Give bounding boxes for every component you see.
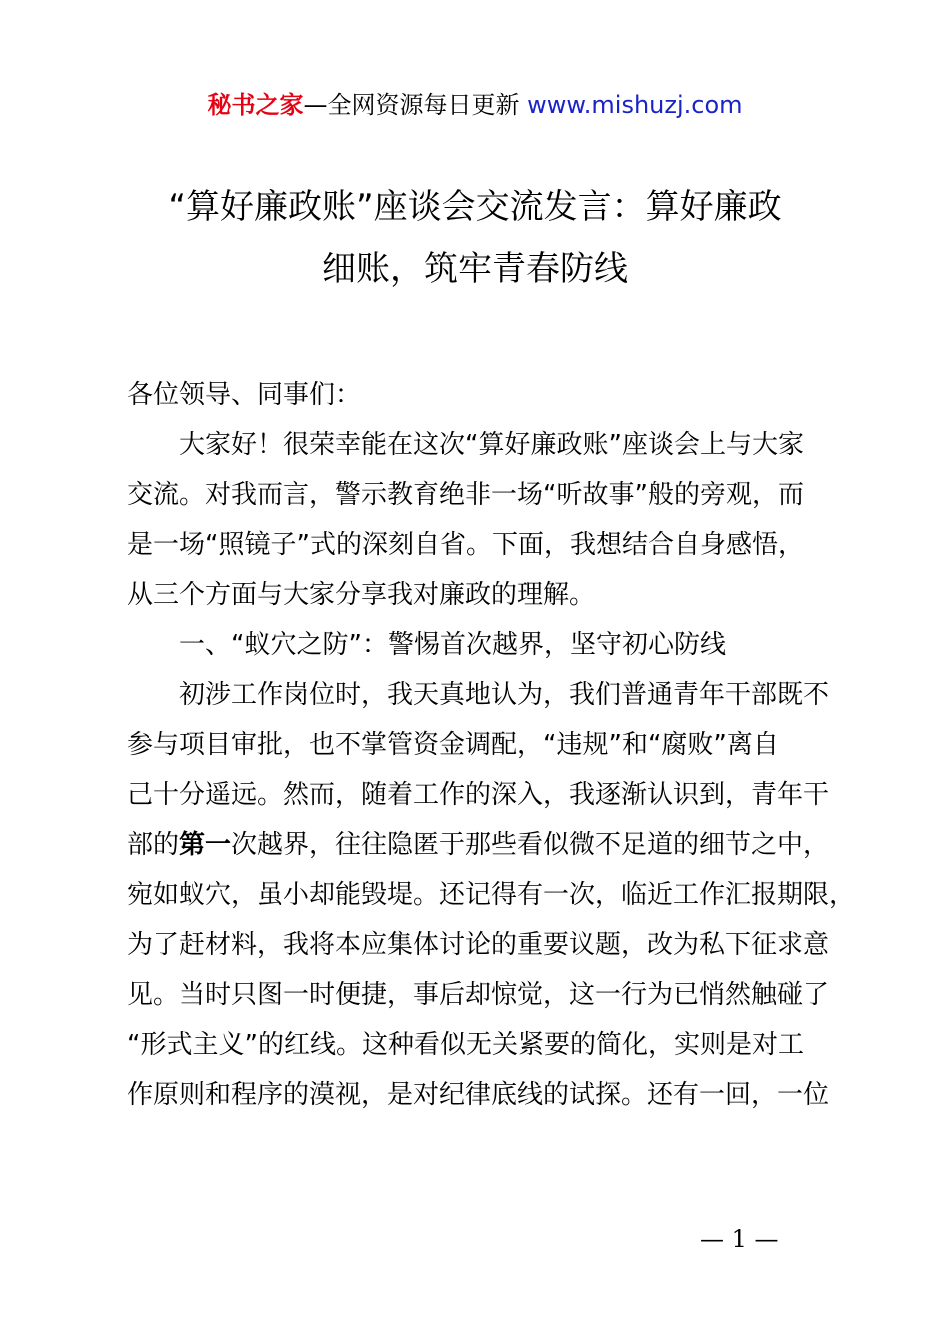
paragraph-line: 交流。对我而言，警示教育绝非一场“听故事”般的旁观，而 [127, 480, 804, 510]
paragraph-line: 从三个方面与大家分享我对廉政的理解。 [127, 580, 596, 610]
header-url-link[interactable]: www.mishuzj.com [527, 91, 743, 119]
section-heading: 一、“蚁穴之防”：警惕首次越界，坚守初心防线 [179, 630, 726, 660]
paragraph-line: 是一场“照镜子”式的深刻自省。下面，我想结合自身感悟， [127, 530, 804, 560]
paragraph-line: 为了赶材料，我将本应集体讨论的重要议题，改为私下征求意 [127, 930, 830, 960]
paragraph-intro [127, 420, 832, 620]
text-segment: 部的 [127, 830, 180, 860]
brand-name: 秘书之家 [207, 91, 304, 119]
site-header [0, 88, 950, 122]
document-body [127, 370, 856, 1120]
paragraph-line [127, 820, 832, 870]
paragraph-line: 初涉工作岗位时，我天真地认为，我们普通青年干部既不 [179, 680, 830, 710]
paragraph-line: 作原则和程序的漠视，是对纪律底线的试探。还有一回，一位 [127, 1080, 830, 1110]
paragraph-line: 大家好！很荣幸能在这次“算好廉政账”座谈会上与大家 [179, 430, 804, 460]
paragraph-line: 参与项目审批，也不掌管资金调配，“违规”和“腐败”离自 [127, 730, 779, 760]
text-segment: 次越界，往往隐匿于那些看似微不足道的细节之中， [231, 830, 830, 860]
header-tagline: —全网资源每日更新 [303, 91, 528, 119]
title-line-2: 细账，筑牢青春防线 [322, 249, 628, 289]
paragraph-line: 宛如蚁穴，虽小却能毁堤。还记得有一次，临近工作汇报期限， [127, 880, 856, 910]
document-title [60, 176, 890, 300]
paragraph-line: 见。当时只图一时便捷，事后却惊觉，这一行为已悄然触碰了 [127, 980, 830, 1010]
page-number: — 1 — [700, 1225, 779, 1253]
bold-text: 第一 [179, 830, 232, 860]
paragraph-line: “形式主义”的红线。这种看似无关紧要的简化，实则是对工 [127, 1030, 804, 1060]
salutation: 各位领导、同事们： [127, 380, 362, 410]
title-line-1: “算好廉政账”座谈会交流发言：算好廉政 [168, 187, 782, 227]
paragraph-section-1 [127, 670, 856, 1120]
paragraph-line: 己十分遥远。然而，随着工作的深入，我逐渐认识到，青年干 [127, 780, 830, 810]
